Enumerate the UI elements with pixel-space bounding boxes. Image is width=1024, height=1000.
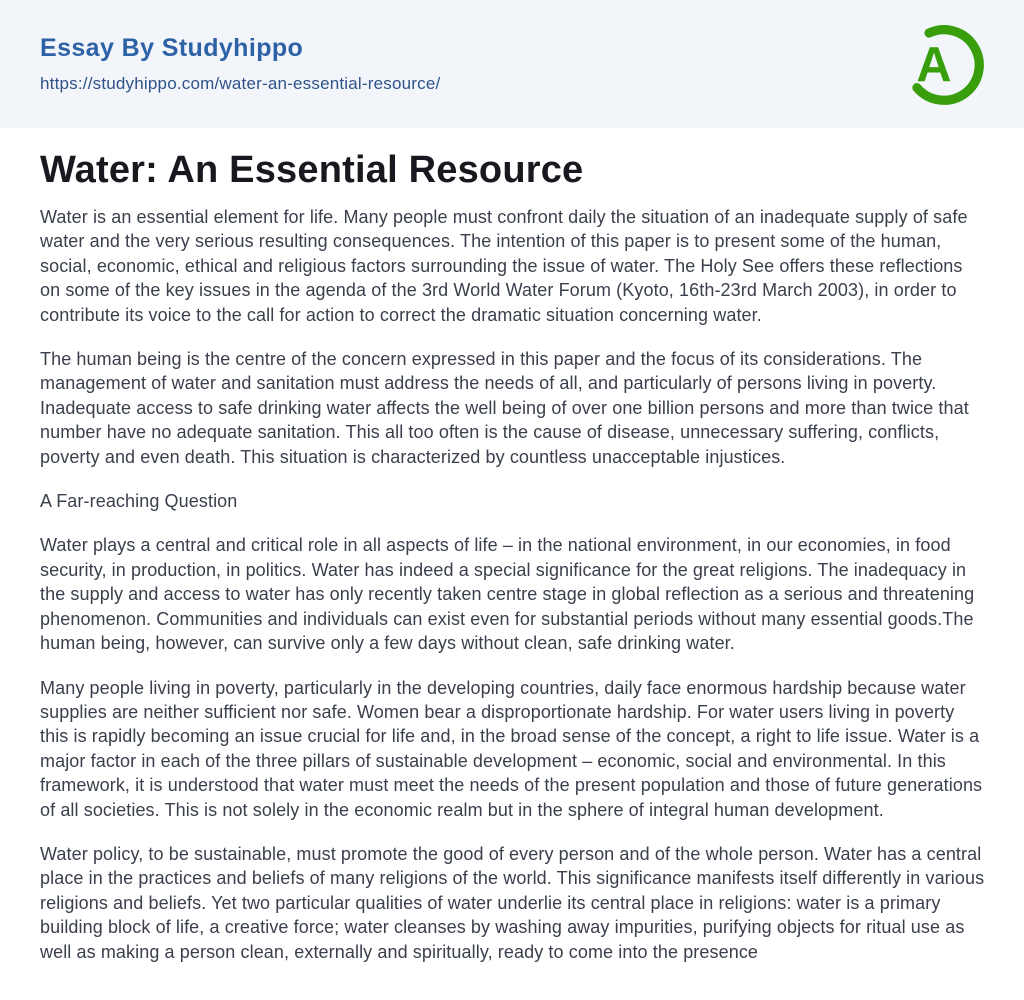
essay-title: Water: An Essential Resource <box>40 149 584 191</box>
logo-letter: A <box>916 37 952 92</box>
studyhippo-logo <box>902 19 986 111</box>
site-title: Essay By Studyhippo <box>40 34 304 62</box>
page-header <box>0 0 1024 128</box>
page-url[interactable]: https://studyhippo.com/water-an-essential-resource/ <box>40 74 441 93</box>
essay-paragraph-1: Water is an essential element for life. Many people must confront daily the situation of an inadequate supply of safe water and the very serious resulting consequences. The intention of this paper is to present some of the human, social, economic, ethical and religious factors surrounding the issue of water. The Holy See offers these reflections on some of the key issues in the agenda of the 3rd World Water Forum (Kyoto, 16th-23rd March 2003), in order to contribute its voice to the call for action to correct the dramatic situation concerning water. <box>40 207 968 325</box>
essay-paragraph-3: Water plays a central and critical role in all aspects of life – in the national environment, in our economies, in food security, in production, in politics. Water has indeed a special significance for the great religions. The inadequacy in the supply and access to water has only recently taken centre stage in global reflection as a serious and threatening phenomenon. Communities and individuals can exist even for substantial periods without many essential goods.The human being, however, can survive only a few days without clean, safe drinking water. <box>40 535 975 654</box>
essay-content <box>0 128 1024 964</box>
header-text-block <box>40 34 440 94</box>
essay-paragraph-5: Water policy, to be sustainable, must promote the good of every person and of the whole person. Water has a central place in the practices and beliefs of many religions of the world. This significance manifests itself differently in various religions and beliefs. Yet two particular qualities of water underlie its central place in religions: water is a primary building block of life, a creative force; water cleanses by washing away impurities, purifying objects for ritual use as well as making a person clean, externally and spiritually, ready to come into the presence <box>40 843 985 962</box>
essay-subheading: A Far-reaching Question <box>40 491 238 512</box>
essay-paragraph-2: The human being is the centre of the concern expressed in this paper and the focus of its considerations. The management of water and sanitation must address the needs of all, and particularly of persons living in poverty. Inadequate access to safe drinking water affects the well being of over one billion persons and more than twice that number have no adequate sanitation. This all too often is the cause of disease, unnecessary suffering, conflicts, poverty and even death. This situation is characterized by countless unacceptable injustices. <box>40 349 969 467</box>
logo-ring-icon <box>902 19 986 111</box>
essay-paragraph-4: Many people living in poverty, particularly in the developing countries, daily face enormous hardship because water supplies are neither sufficient nor safe. Women bear a disproportionate hardship. For water users living in poverty this is rapidly becoming an issue crucial for life and, in the broad sense of the concept, a right to life issue. Water is a major factor in each of the three pillars of sustainable development – economic, social and environmental. In this framework, it is understood that water must meet the needs of the present population and those of future generations of all societies. This is not solely in the economic realm but in the sphere of integral human development. <box>40 677 983 820</box>
